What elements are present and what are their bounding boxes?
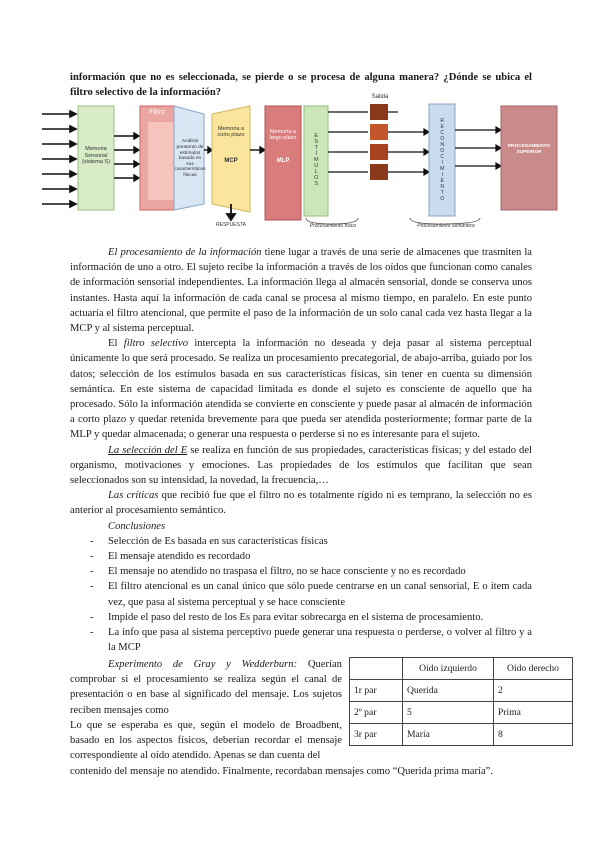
memoria-sensorial-label: Memoria Sensorial (sistema S) xyxy=(82,146,110,166)
filtro-label: Filtro xyxy=(149,108,165,116)
list-item: - El mensaje atendido es recordado xyxy=(70,549,532,564)
salida-label: Salida xyxy=(371,94,389,100)
experimento-expectativa: Lo que se esperaba es que, según el modelo de Broadbent, basado en los aspectos físicos, deberían recordar el mensaje correspondiente al oído atendido. Apenas se dan cuenta del xyxy=(70,719,342,762)
term-seleccion: La selección del E xyxy=(108,444,188,456)
table-header-row xyxy=(350,658,573,680)
table-header-cell: Oído izquierdo xyxy=(403,658,494,680)
table-cell: 2 xyxy=(494,680,573,702)
table-header-cell: Oído derecho xyxy=(494,658,573,680)
text-seleccion: se realiza en función de sus propiedades, características físicas; y del estado del organismo, motivaciones y emociones. Las propiedades de los estímulos que facilitan que sean seleccionados son su intensidad, la novedad, la frecuencia,… xyxy=(70,444,532,487)
term-criticas: Las críticas xyxy=(108,490,159,502)
paragraph-criticas xyxy=(70,488,532,518)
intro-paragraph xyxy=(70,70,532,100)
experimento-conclusion xyxy=(70,764,532,779)
table-cell: Prima xyxy=(494,702,573,724)
procesamiento-fisico-label: Procesamiento físico xyxy=(309,223,357,229)
procesamiento-semantico-label: Procesamiento semántico xyxy=(417,223,475,229)
experiment-table xyxy=(349,657,573,746)
memoria-largo-plazo-label: Memoria a largo plazo xyxy=(269,128,297,141)
memoria-corto-plazo-label: Memoria a corto plazo xyxy=(217,125,245,138)
list-item: - La info que pasa al sistema perceptivo puede generar una respuesta o perderse, o volver al filtro y a la MCP xyxy=(70,625,532,655)
table-row xyxy=(350,702,573,724)
table-cell: 5 xyxy=(403,702,494,724)
estimulos-label: ESTÍMULOS xyxy=(313,133,320,187)
table-cell: Querida xyxy=(403,680,494,702)
table-cell: 2º par xyxy=(350,702,403,724)
experimento-paragraph xyxy=(70,657,342,763)
conclusiones-list xyxy=(70,534,532,656)
term-filtro: filtro selectivo xyxy=(123,338,188,350)
mlp-label: MLP xyxy=(276,157,290,164)
analisis-preatento-label: Análisis preatento de estímulos basado en sus características físicas xyxy=(174,139,206,178)
list-item: - Impide el paso del resto de los Es para evitar sobrecarga en el sistema de procesamiento. xyxy=(70,610,532,625)
respuesta-label: RESPUESTA xyxy=(216,222,246,228)
table-cell: 1r par xyxy=(350,680,403,702)
table-header-cell xyxy=(350,658,403,680)
table-cell: 8 xyxy=(494,724,573,746)
lead-filtro: El xyxy=(108,338,124,350)
broadbent-model-diagram xyxy=(40,94,560,230)
list-item: - Selección de Es basada en sus características físicas xyxy=(70,534,532,549)
paragraph-procesamiento xyxy=(70,245,532,336)
reconocimiento-label: RECONOCIMIENTO xyxy=(439,118,446,202)
table-cell: María xyxy=(403,724,494,746)
experimento-resultado: contenido del mensaje no atendido. Finalmente, recordaban mensajes como “Querida prima maría”. xyxy=(70,766,494,777)
text-filtro: intercepta la información no deseada y deja pasar al sistema perceptual únicamente lo que será procesado. Se realiza un procesamiento precategorial, de abajo-arriba, guiado por los datos; selección de los estímulos basada en sus características físicas, sin tener en cuenta su dimensión semántica. En este sistema de capacidad limitada es donde el sujeto es consciente de aquello que ha procesado. Sólo la información atendida se convierte en consciente y puede pasar al almacén de información a corto plazo y quedar retenida brevemente para que pueda ser atendida posteriormente; formar parte de la MLP y quedar almacenada; o generar una respuesta o perderse si no es interesante para el sujeto. xyxy=(70,338,532,441)
intro-text: información que no es seleccionada, se pierde o se procesa de alguna manera? ¿Dónde se ubica el filtro selectivo de la información? xyxy=(70,72,532,99)
table-cell: 3r par xyxy=(350,724,403,746)
table-row xyxy=(350,724,573,746)
conclusiones-heading: Conclusiones xyxy=(108,520,166,532)
experimento-intro xyxy=(70,657,342,718)
text-procesamiento: tiene lugar a través de una serie de almacenes que trasmiten la información de uno a otro. El sujeto recibe la información a través de los oídos que funcionan como canales de información sensorial independientes. La información llega al almacén sensorial, donde se conserva unos instantes. Hasta aquí la información de cada canal se procesa al mismo tiempo, en paralelo. En este punto actuaría el filtro atencional, que permite el paso de la información de un solo canal cada vez hasta llegar a la MCP y al sistema perceptual. xyxy=(70,247,532,335)
mcp-label: MCP xyxy=(224,157,238,164)
text-criticas: que recibió fue que el filtro no es totalmente rígido ni es temprano, la selección no es anterior al procesamiento semántico. xyxy=(70,490,532,517)
paragraph-seleccion xyxy=(70,443,532,489)
term-procesamiento: El procesamiento de la información xyxy=(108,247,262,258)
body-text xyxy=(70,245,532,655)
list-item: - El mensaje no atendido no traspasa el filtro, no se hace consciente y no es recordado xyxy=(70,564,532,579)
term-experimento: Experimento de Gray y Wedderburn: xyxy=(108,659,298,670)
table-row xyxy=(350,680,573,702)
list-item: - El filtro atencional es un canal único que sólo puede centrarse en un canal sensorial, E o ítem cada vez, que pasa al sistema perceptual y se hace consciente xyxy=(70,579,532,609)
text-experimento: Querían comprobar si el procesamiento se realiza según el canal de presentación o en base al significado del mensaje. Los sujetos reciben mensajes como xyxy=(70,659,342,716)
paragraph-filtro xyxy=(70,336,532,442)
procesamiento-superior-label: PROCESAMIENTO SUPERIOR xyxy=(507,143,551,155)
